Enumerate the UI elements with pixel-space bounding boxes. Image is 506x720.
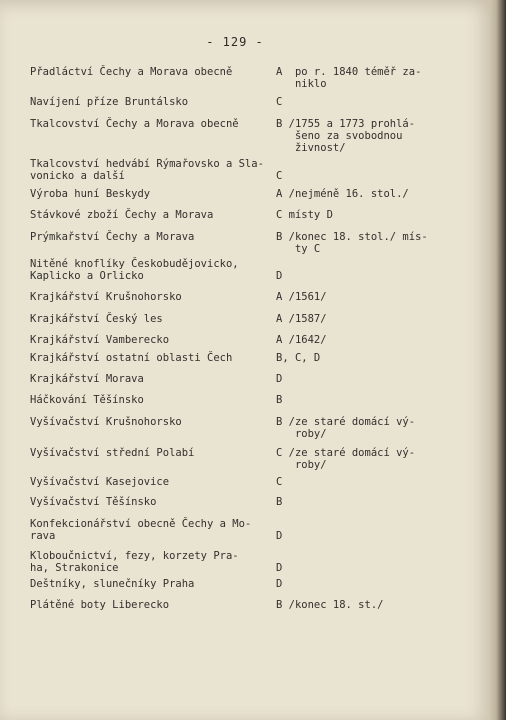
craft-name: Výroba huní Beskydy bbox=[30, 188, 151, 200]
craft-name: Krajkářství Morava bbox=[30, 373, 144, 385]
craft-code: A /nejméně 16. stol./ bbox=[276, 188, 409, 200]
craft-name: Vyšívačství Těšínsko bbox=[30, 496, 157, 508]
page-number: - 129 - bbox=[206, 35, 264, 49]
craft-code: B /1755 a 1773 prohlá- šeno za svobodnou živnost/ bbox=[276, 118, 416, 154]
craft-name: Háčkování Těšínsko bbox=[30, 394, 144, 406]
craft-name: Tkalcovství Čechy a Morava obecně bbox=[30, 118, 239, 130]
craft-code: B /ze staré domácí vý- roby/ bbox=[276, 416, 416, 440]
craft-name: Stávkové zboží Čechy a Morava bbox=[30, 209, 214, 221]
craft-code: B /konec 18. stol./ mís- ty C bbox=[276, 231, 428, 255]
craft-code: A /1587/ bbox=[276, 313, 327, 325]
craft-code: D bbox=[276, 373, 283, 385]
craft-name: Krajkářství Český les bbox=[30, 313, 163, 325]
craft-name: Kloboučnictví, fezy, korzety Pra- ha, Strakonice bbox=[30, 550, 239, 574]
book-page-edge bbox=[490, 0, 506, 720]
craft-name: Nitěné knoflíky Českobudějovicko, Kaplicko a Orlicko bbox=[30, 258, 239, 282]
craft-name: Krajkářství Krušnohorsko bbox=[30, 291, 182, 303]
craft-code: C bbox=[276, 96, 283, 108]
craft-code: C bbox=[276, 476, 283, 488]
craft-name: Konfekcionářství obecně Čechy a Mo- rava bbox=[30, 518, 252, 542]
craft-code: C /ze staré domácí vý- roby/ bbox=[276, 447, 416, 471]
craft-code: C místy D bbox=[276, 209, 333, 221]
craft-name: Přadláctví Čechy a Morava obecně bbox=[30, 66, 233, 78]
craft-code: A po r. 1840 téměř za- niklo bbox=[276, 66, 422, 90]
craft-name: Plátěné boty Liberecko bbox=[30, 599, 170, 611]
craft-name: Vyšívačství střední Polabí bbox=[30, 447, 195, 459]
craft-code: B /konec 18. st./ bbox=[276, 599, 384, 611]
craft-code: C bbox=[276, 170, 283, 182]
craft-code: D bbox=[276, 578, 283, 590]
craft-code: A /1561/ bbox=[276, 291, 327, 303]
craft-code: A /1642/ bbox=[276, 334, 327, 346]
craft-name: Navíjení příze Bruntálsko bbox=[30, 96, 189, 108]
craft-name: Vyšívačství Krušnohorsko bbox=[30, 416, 182, 428]
craft-name: Vyšívačství Kasejovice bbox=[30, 476, 170, 488]
craft-name: Prýmkařství Čechy a Morava bbox=[30, 231, 195, 243]
craft-code: B bbox=[276, 496, 283, 508]
craft-code: B, C, D bbox=[276, 352, 321, 364]
craft-code: D bbox=[276, 530, 283, 542]
craft-name: Deštníky, slunečníky Praha bbox=[30, 578, 195, 590]
craft-code: D bbox=[276, 562, 283, 574]
craft-code: D bbox=[276, 270, 283, 282]
craft-code: B bbox=[276, 394, 283, 406]
craft-name: Krajkářství ostatní oblasti Čech bbox=[30, 352, 233, 364]
craft-name: Krajkářství Vamberecko bbox=[30, 334, 170, 346]
craft-name: Tkalcovství hedvábí Rýmařovsko a Sla- vonicko a další bbox=[30, 158, 264, 182]
